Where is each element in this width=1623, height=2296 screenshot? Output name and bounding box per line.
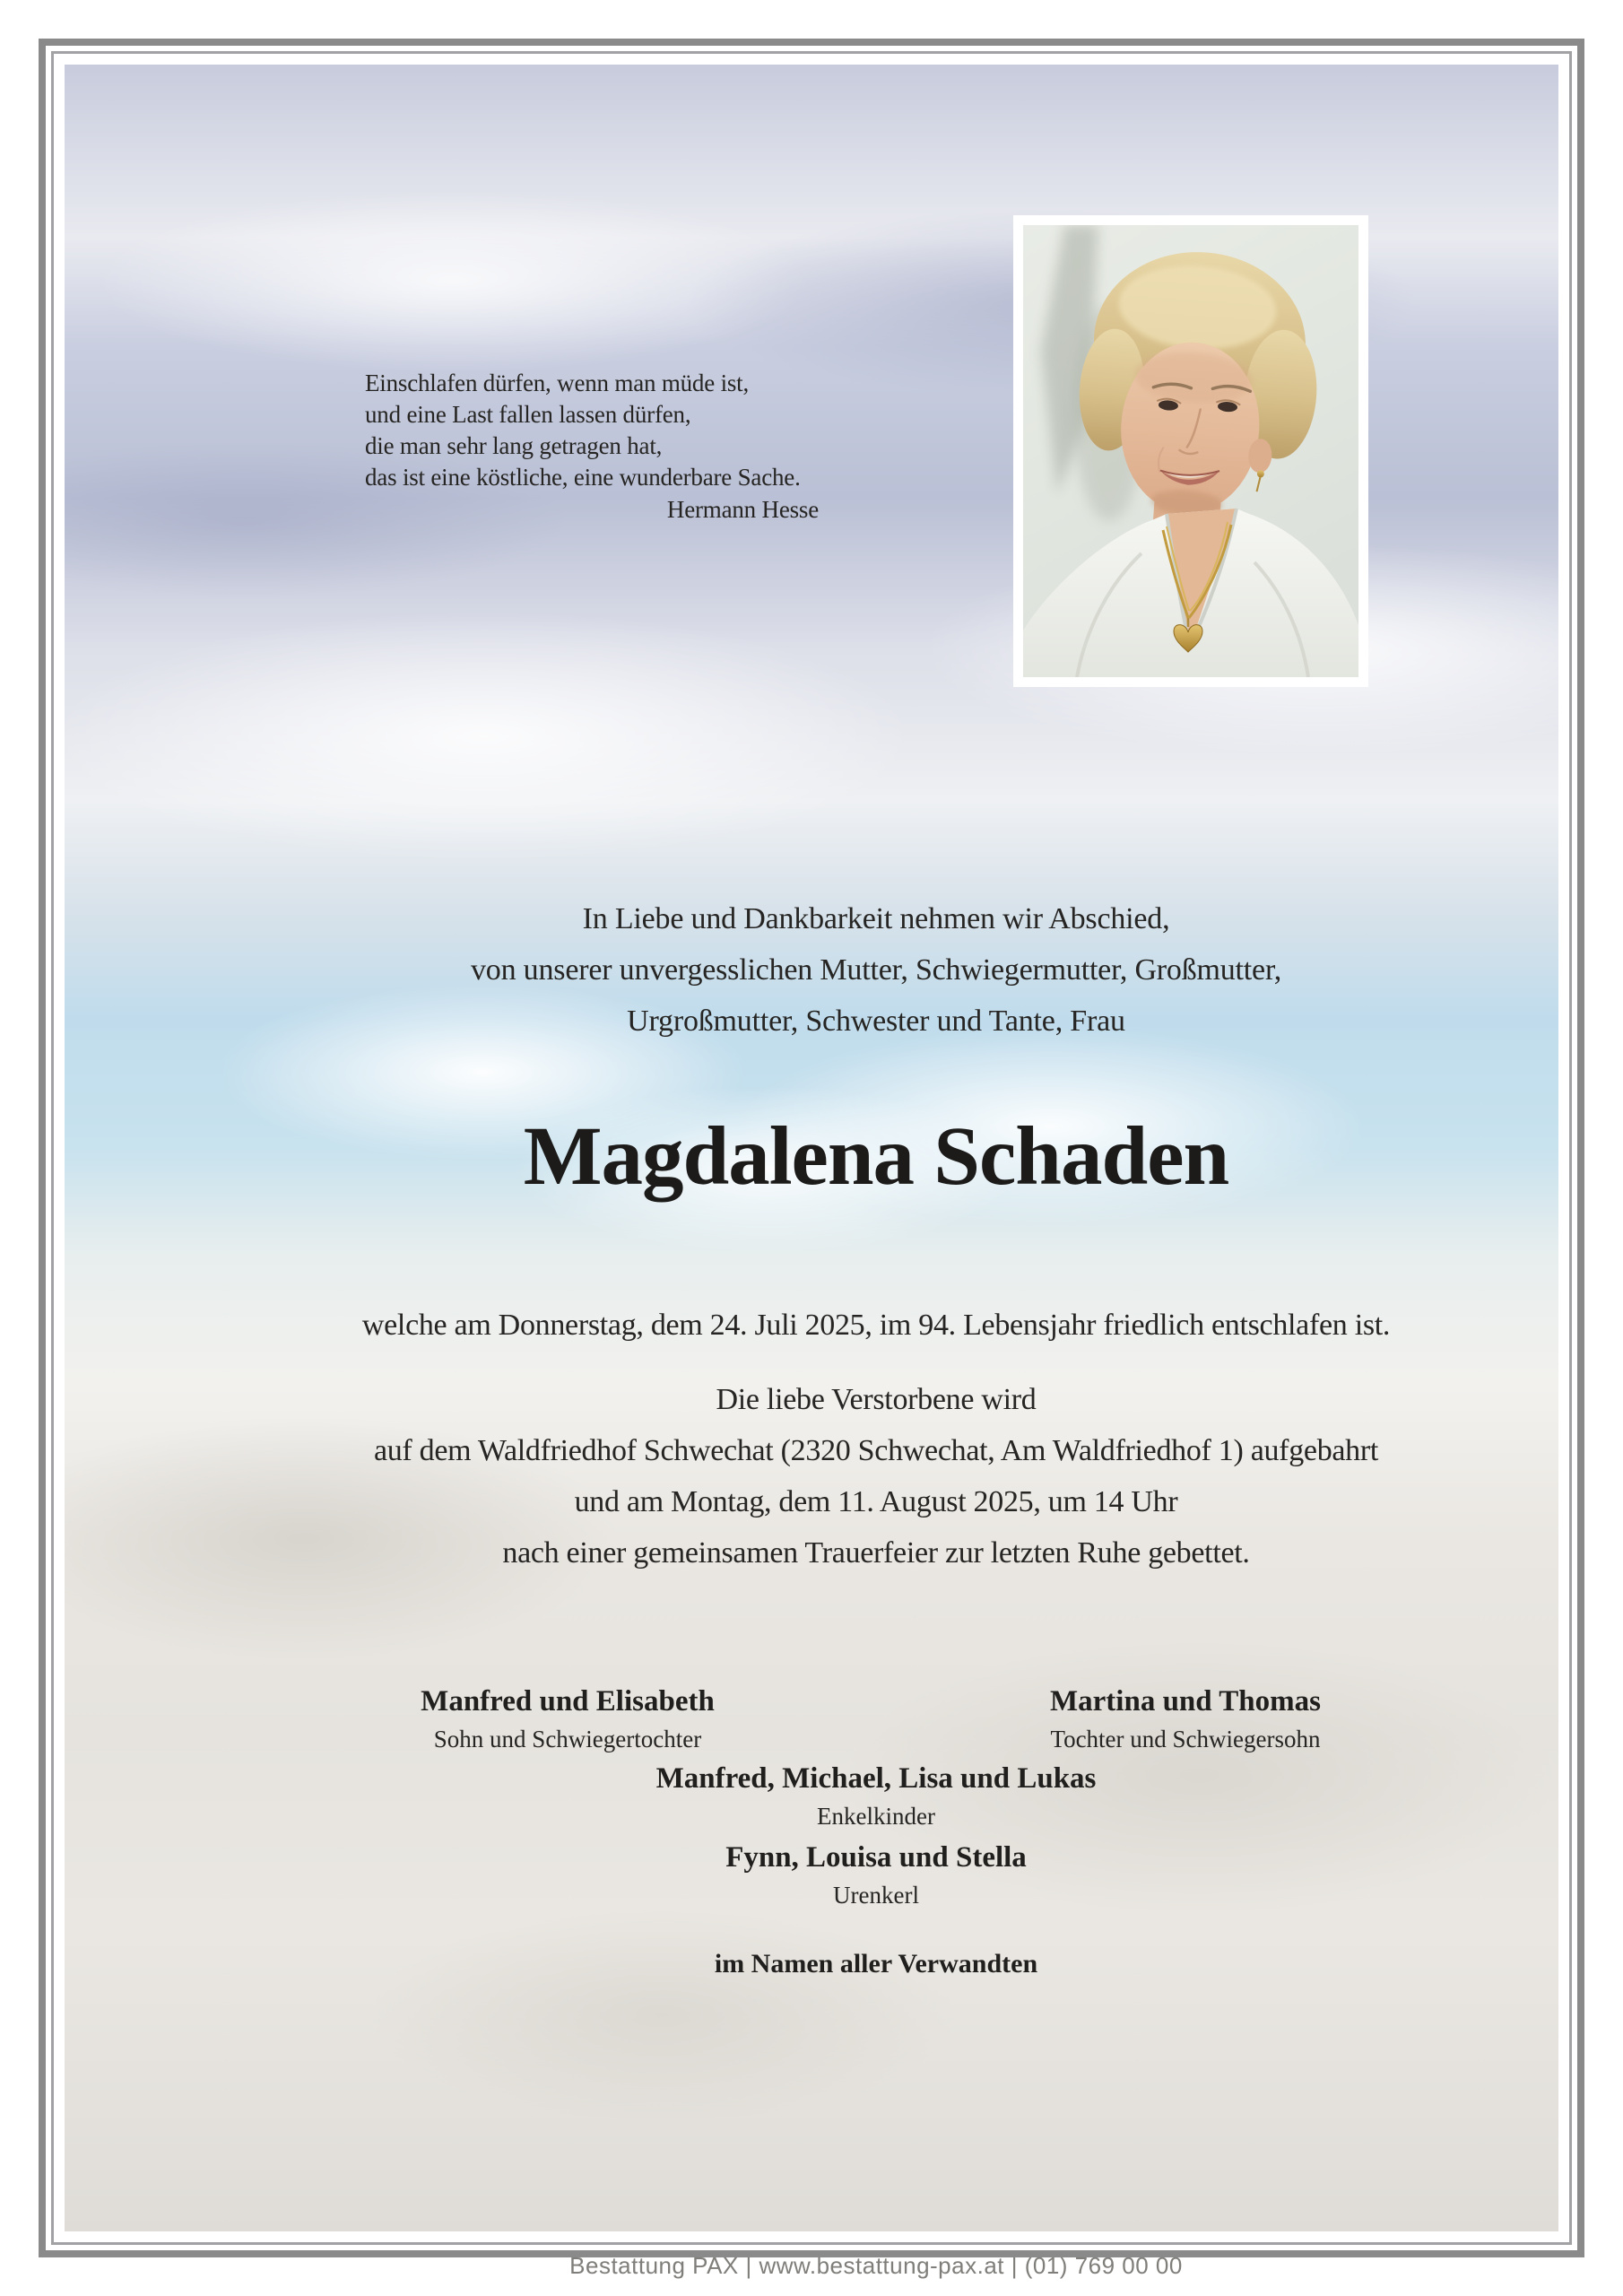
funeral-line: auf dem Waldfriedhof Schwechat (2320 Schwechat, Am Waldfriedhof 1) aufgebahrt [373,1434,1379,1467]
mourner-names: Manfred, Michael, Lisa und Lukas [655,1762,1097,1795]
mourner-relation: Enkelkinder [817,1803,935,1830]
intro-block [129,893,1623,1047]
mourner-names: Fynn, Louisa und Stella [725,1841,1027,1874]
intro-line: von unserer unvergesslichen Mutter, Schwiegermutter, Großmutter, [470,953,1282,987]
mourner-names: Martina und Thomas [1050,1685,1321,1718]
mourner-names: Manfred und Elisabeth [421,1685,715,1718]
funeral-line: und am Montag, dem 11. August 2025, um 14 Uhr [574,1485,1178,1518]
intro-line: In Liebe und Dankbarkeit nehmen wir Abschied, [582,902,1170,935]
poem-block [365,368,828,526]
closing-line: im Namen aller Verwandten [714,1949,1038,1979]
mourners-right-column [916,1683,1454,1755]
poem-attribution: Hermann Hesse [666,496,819,523]
funeral-line: Die liebe Verstorbene wird [716,1383,1037,1416]
mourners-great-grandchildren [129,1839,1623,1911]
deceased-name: Magdalena Schaden [523,1110,1229,1203]
funeral-details-block [129,1374,1623,1578]
funeral-home-footer: Bestattung PAX | www.bestattung-pax.at | (01) 769 00 00 [569,2252,1183,2279]
poem-line: und eine Last fallen lassen dürfen, [365,401,691,428]
death-notice-line: welche am Donnerstag, dem 24. Juli 2025, im 94. Lebensjahr friedlich entschlafen ist. [361,1309,1391,1342]
funeral-line: nach einer gemeinsamen Trauerfeier zur letzten Ruhe gebettet. [502,1536,1250,1570]
mourner-relation: Urenkerl [833,1882,919,1909]
portrait-illustration [1023,225,1358,677]
mourner-relation: Tochter und Schwiegersohn [1050,1726,1321,1752]
poem-line: das ist eine köstliche, eine wunderbare Sache. [365,464,801,491]
mourner-relation: Sohn und Schwiegertochter [433,1726,702,1752]
sky-clouds-background [65,65,1558,2279]
mourners-grandchildren [129,1760,1623,1832]
portrait-photo [1013,215,1368,687]
intro-line: Urgroßmutter, Schwester und Tante, Frau [627,1004,1125,1038]
poem-line: Einschlafen dürfen, wenn man müde ist, [365,370,750,396]
mourners-left-column [299,1683,837,1755]
poem-line: die man sehr lang getragen hat, [365,432,663,459]
